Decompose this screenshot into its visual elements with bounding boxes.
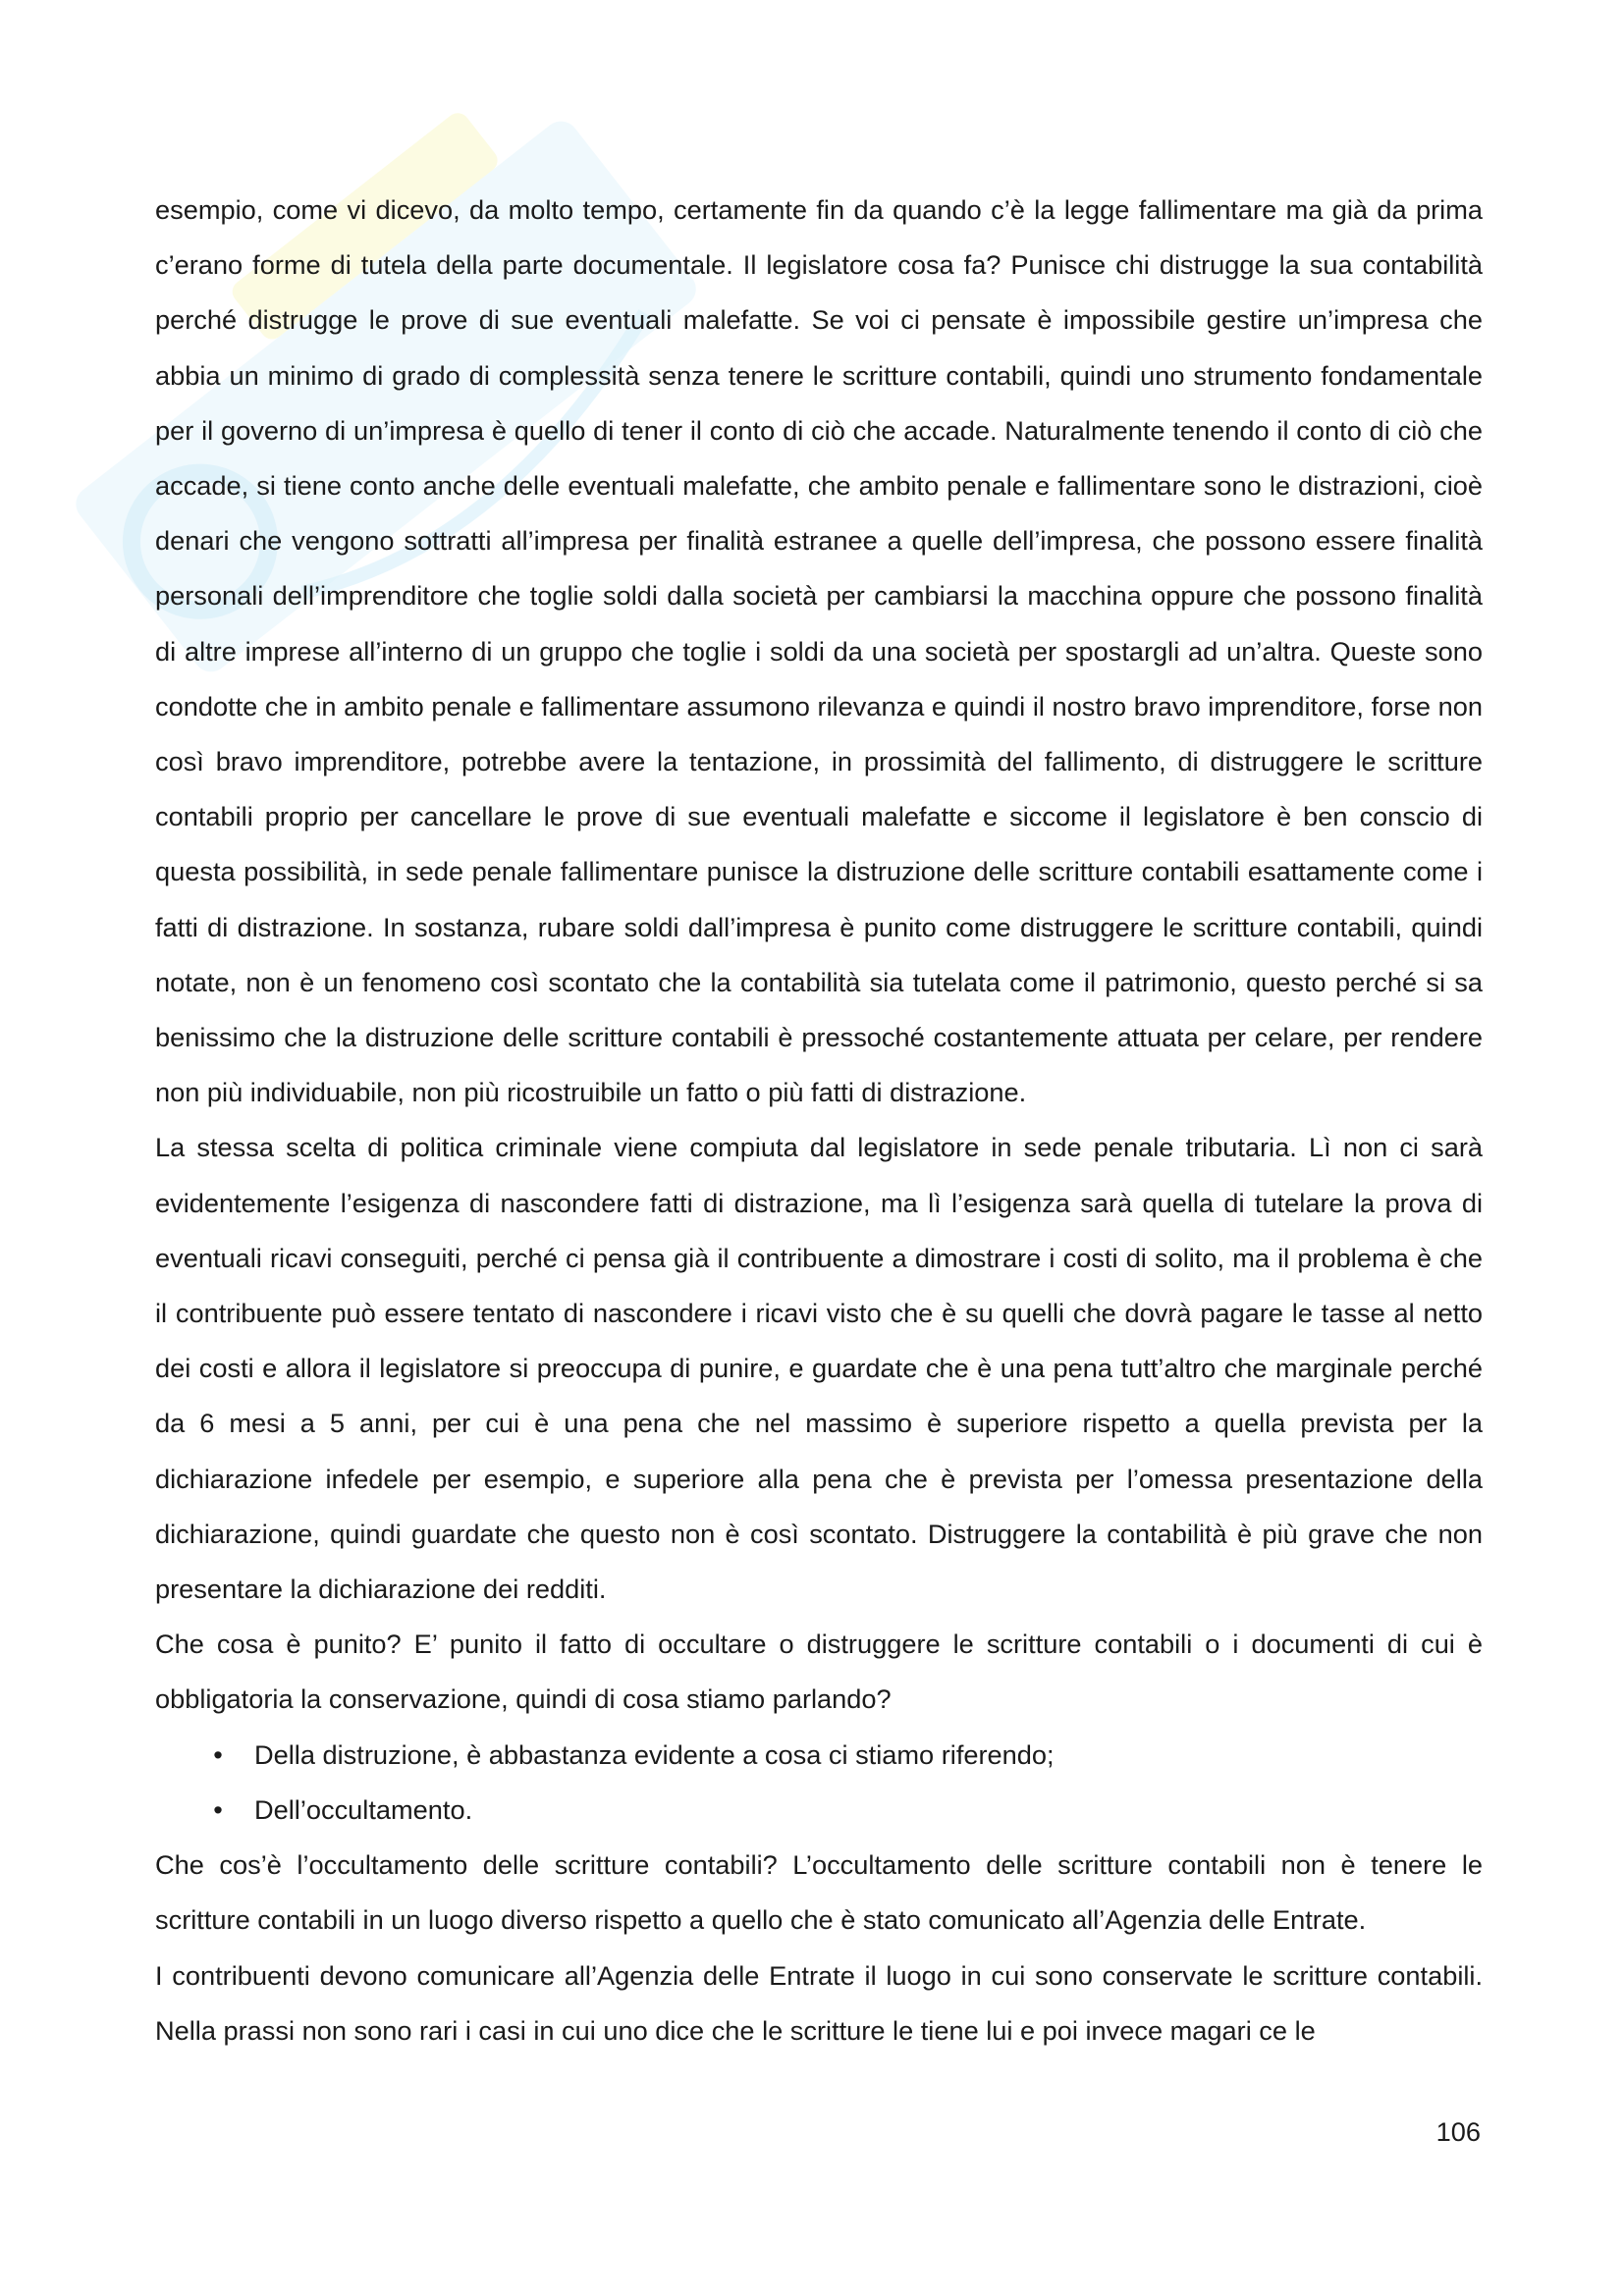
body-paragraph: I contribuenti devono comunicare all’Agenzia delle Entrate il luogo in cui sono conservate le scritture contabili. Nella prassi non sono rari i casi in cui uno dice che le scritture le tiene lui e poi invece magari ce le (155, 1959, 1483, 2046)
page-number: 106 (1435, 2116, 1481, 2147)
body-paragraph: Che cosa è punito? E’ punito il fatto di occultare o distruggere le scritture contabili o i documenti di cui è obbligatoria la conservazione, quindi di cosa stiamo parlando? (155, 1629, 1483, 1715)
bullet-dot-icon: • (213, 1793, 223, 1825)
bullet-text: Dell’occultamento. (254, 1793, 473, 1825)
bullet-list (155, 1728, 1483, 1838)
bullet-item (155, 1728, 1483, 1783)
bullet-dot-icon: • (213, 1738, 223, 1770)
body-paragraph: La stessa scelta di politica criminale viene compiuta dal legislatore in sede penale tributaria. Lì non ci sarà evidentemente l’esigenza di nascondere fatti di distrazione, ma lì l’esigenza sarà quella di tutelare la prova di eventuali ricavi conseguiti, perché ci pensa già il contribuente a dimostrare i costi di solito, ma il problema è che il contribuente può essere tentato di nascondere i ricavi visto che è su quelli che dovrà pagare le tasse al netto dei costi e allora il legislatore si preoccupa di punire, e guardate che è una pena tutt’altro che marginale perché da 6 mesi a 5 anni, per cui è una pena che nel massimo è superiore rispetto a quella prevista per la dichiarazione infedele per esempio, e superiore alla pena che è prevista per l’omessa presentazione della dichiarazione, quindi guardate che questo non è così scontato. Distruggere la contabilità è più grave che non presentare la dichiarazione dei redditi. (155, 1132, 1483, 1605)
document-body (155, 183, 1483, 2058)
bullet-text: Della distruzione, è abbastanza evidente a cosa ci stiamo riferendo; (254, 1738, 1055, 1770)
bullet-item (155, 1783, 1483, 1838)
body-paragraph: esempio, come vi dicevo, da molto tempo, certamente fin da quando c’è la legge fallimentare ma già da prima c’erano forme di tutela della parte documentale. Il legislatore cosa fa? Punisce chi distrugge la sua contabilità perché distrugge le prove di sue eventuali malefatte. Se voi ci pensate è impossibile gestire un’impresa che abbia un minimo di grado di complessità senza tenere le scritture contabili, quindi uno strumento fondamentale per il governo di un’impresa è quello di tener il conto di ciò che accade. Naturalmente tenendo il conto di ciò che accade, si tiene conto anche delle eventuali malefatte, che ambito penale e fallimentare sono le distrazioni, cioè denari che vengono sottratti all’impresa per finalità estranee a quelle dell’impresa, che possono essere finalità personali dell’imprenditore che toglie soldi dalla società per cambiarsi la macchina oppure che possono finalità di altre imprese all’interno di un gruppo che toglie i soldi da una società per spostargli ad un’altra. Queste sono condotte che in ambito penale e fallimentare assumono rilevanza e quindi il nostro bravo imprenditore, forse non così bravo imprenditore, potrebbe avere la tentazione, in prossimità del fallimento, di distruggere le scritture contabili proprio per cancellare le prove di sue eventuali malefatte e siccome il legislatore è ben conscio di questa possibilità, in sede penale fallimentare punisce la distruzione delle scritture contabili esattamente come i fatti di distrazione. In sostanza, rubare soldi dall’impresa è punito come distruggere le scritture contabili, quindi notate, non è un fenomeno così scontato che la contabilità sia tutelata come il patrimonio, questo perché si sa benissimo che la distruzione delle scritture contabili è pressoché costantemente attuata per celare, per rendere non più individuabile, non più ricostruibile un fatto o più fatti di distrazione. (155, 194, 1483, 1108)
body-paragraph: Che cos’è l’occultamento delle scritture contabili? L’occultamento delle scritture contabili non è tenere le scritture contabili in un luogo diverso rispetto a quello che è stato comunicato all’Agenzia delle Entrate. (155, 1849, 1483, 1936)
